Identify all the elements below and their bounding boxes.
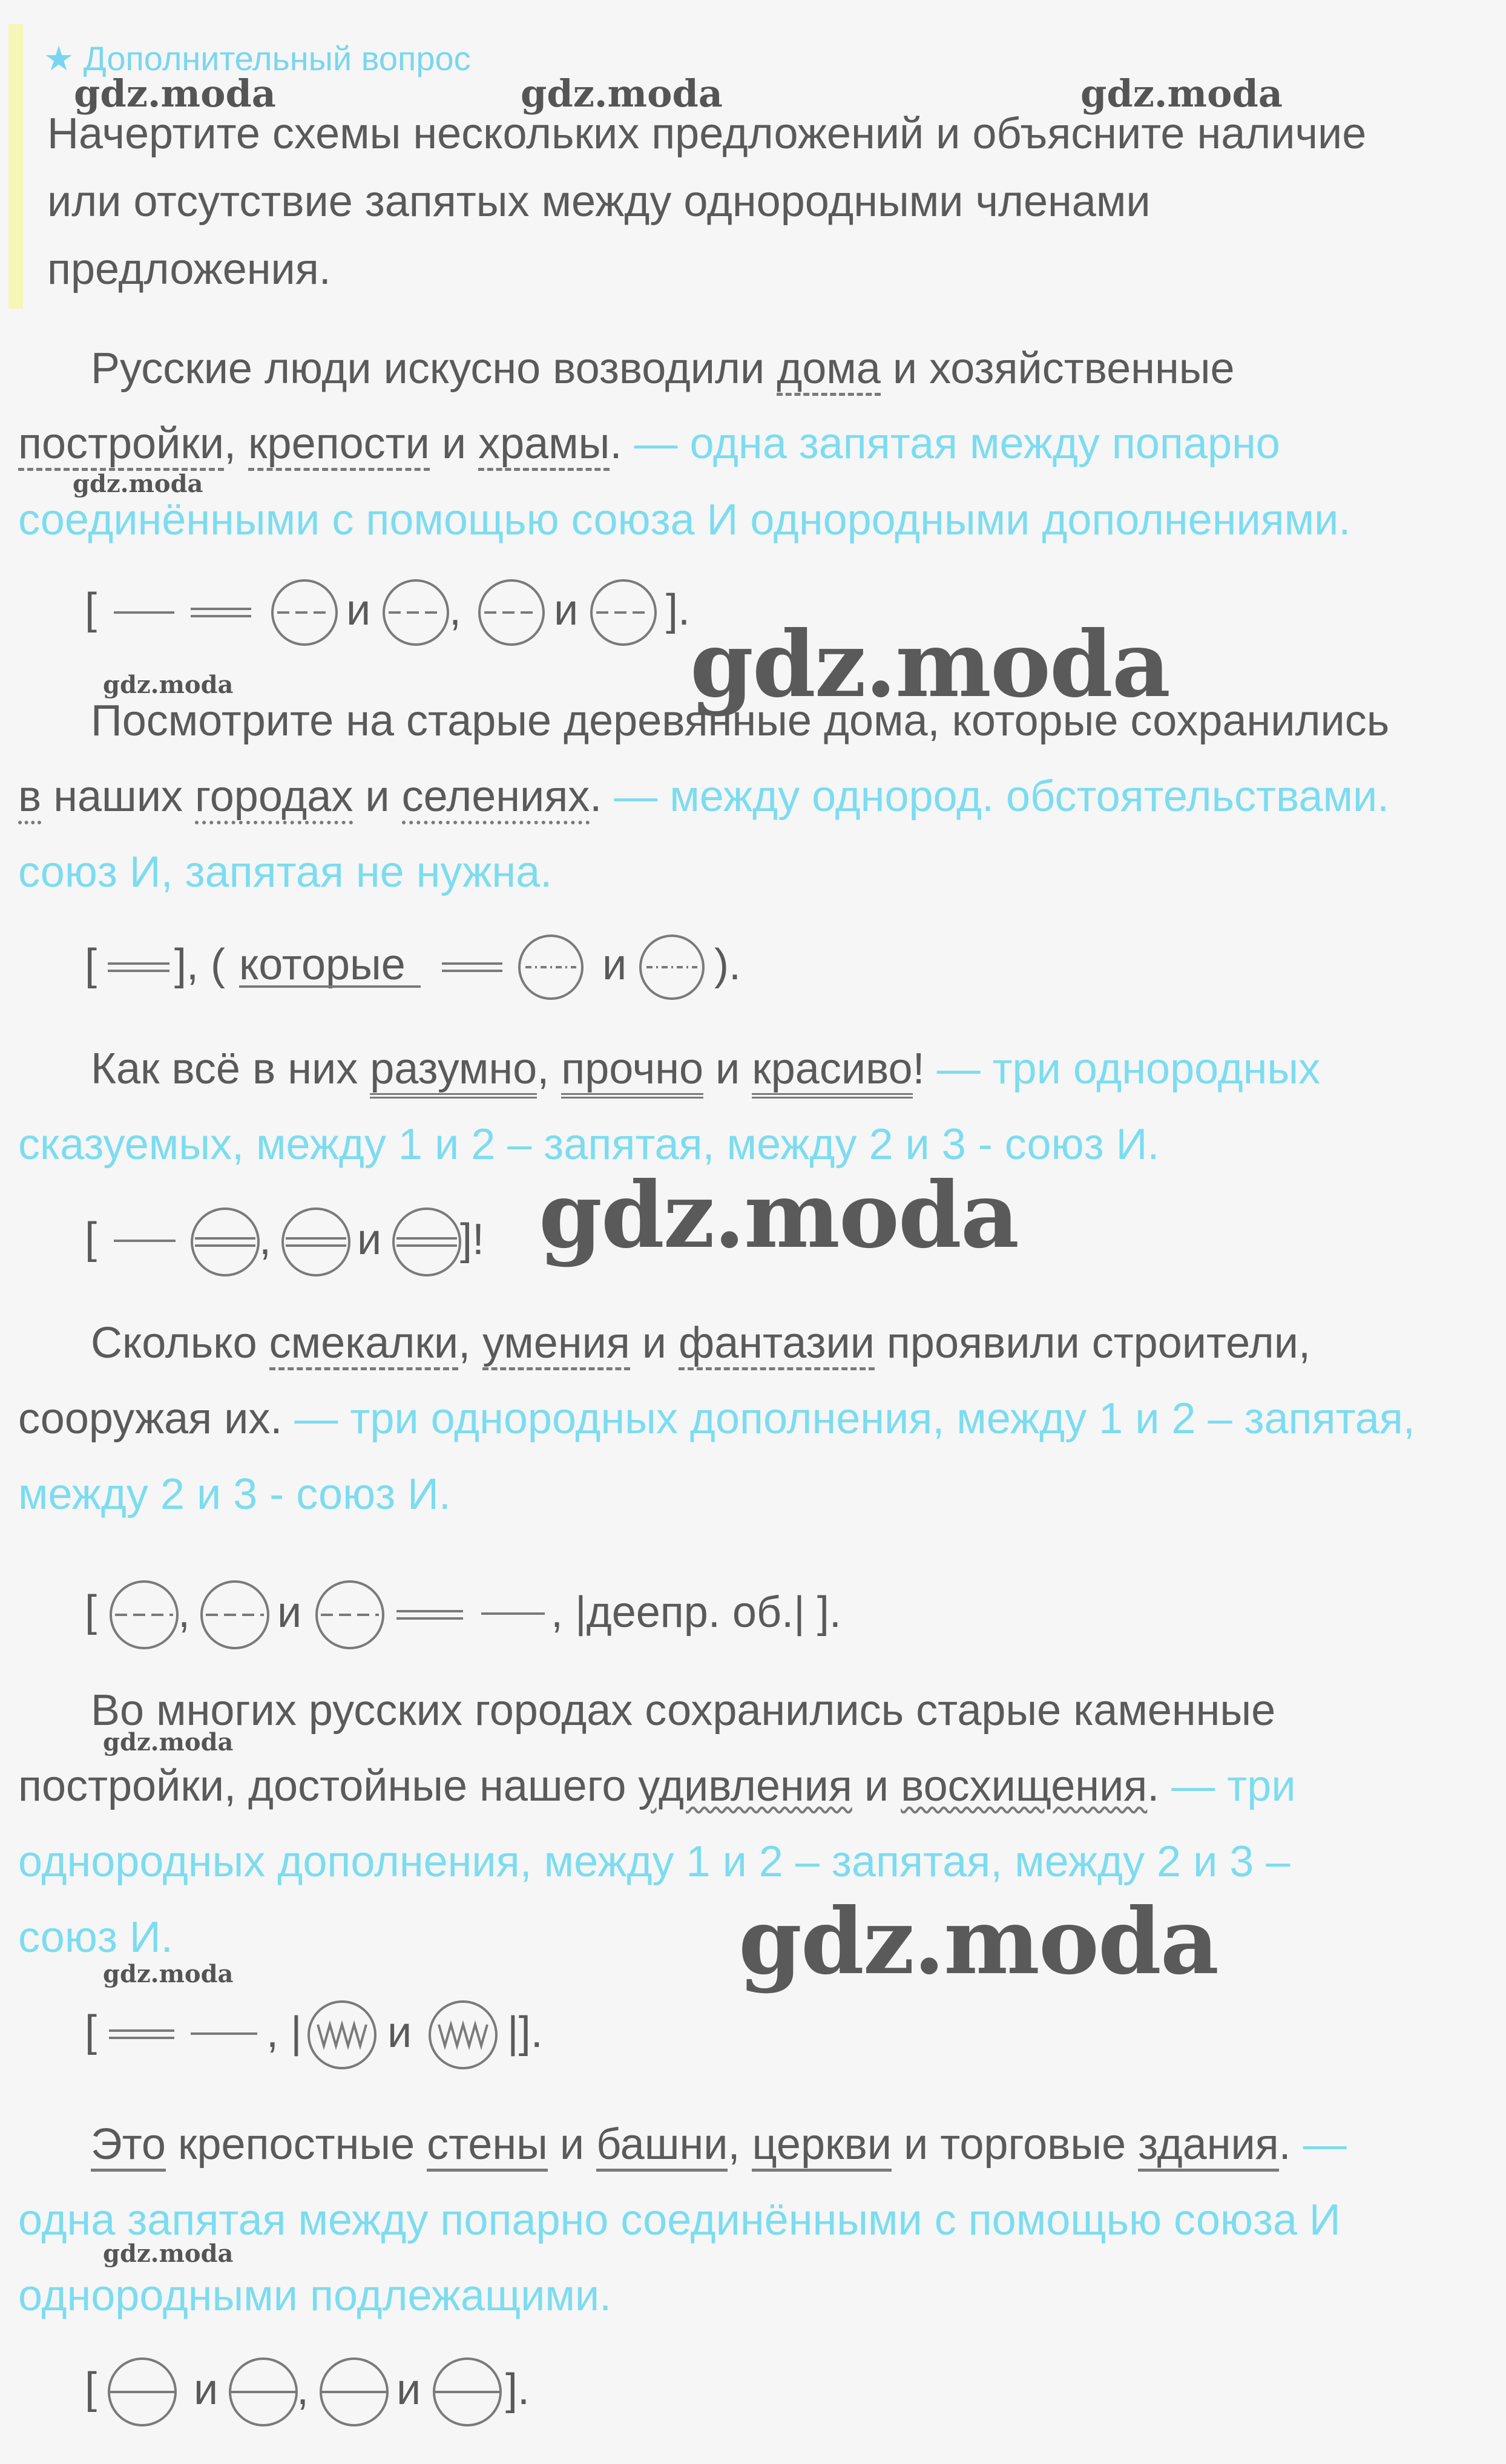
s5-punct: .: [1147, 1762, 1172, 1810]
s2-answer: — между однород. обстоятельствами.: [614, 772, 1390, 821]
s1-text: Русские люди искусно возводили: [91, 344, 777, 393]
s3-text: Как всё в них: [91, 1045, 370, 1093]
s6-line-1: [91, 2120, 1347, 2169]
s4-text: сооружая их.: [18, 1395, 295, 1443]
watermark: gdz.moda: [103, 1728, 234, 1756]
s1-object: храмы: [478, 419, 610, 471]
svg-text:].: ].: [666, 586, 691, 634]
s1-punct: .: [610, 419, 634, 468]
s3-scheme: [85, 1204, 496, 1271]
svg-text:[: [: [85, 1214, 97, 1263]
svg-text:и: и: [396, 2365, 421, 2414]
svg-text:,: ,: [297, 2365, 309, 2414]
s3-text: и: [703, 1045, 752, 1093]
s3-answer-2: сказуемых, между 1 и 2 – запятая, между 2 и 3 - союз И.: [18, 1120, 1160, 1169]
svg-text:]!: ]!: [460, 1215, 485, 1264]
s5-object: удивления: [638, 1762, 852, 1810]
s6-text: и: [547, 2120, 597, 2169]
s2-scheme-graphic: [85, 932, 775, 999]
s4-answer: — три однородных дополнения, между 1 и 2 – запятая,: [294, 1395, 1415, 1443]
s4-punct: ,: [458, 1319, 483, 1367]
s1-scheme-graphic: [85, 575, 714, 642]
s6-answer: —: [1303, 2120, 1347, 2169]
svg-text:].: ].: [505, 2365, 530, 2414]
s2-answer-2: союз И, запятая не нужна.: [18, 848, 553, 896]
s1-scheme: [85, 575, 714, 642]
svg-text:[: [: [85, 2007, 97, 2055]
s5-answer-2: однородных дополнения, между 1 и 2 – запятая, между 2 и 3 –: [18, 1838, 1291, 1886]
s3-punct: !: [912, 1045, 937, 1093]
svg-text:,: ,: [449, 586, 462, 634]
s3-scheme-graphic: [85, 1204, 496, 1271]
svg-text:и: и: [602, 941, 627, 989]
s1-object: постройки: [18, 419, 224, 471]
s4-text: Сколько: [91, 1319, 269, 1367]
s5-line-2: [18, 1761, 1296, 1811]
watermark: gdz.moda: [738, 1888, 1218, 1995]
svg-text:).: ).: [714, 941, 741, 989]
watermark: gdz.moda: [1080, 71, 1283, 116]
s6-scheme: [85, 2354, 557, 2421]
s5-line-1: Во многих русских городах сохранились старые каменные: [91, 1686, 1276, 1735]
svg-text:и: и: [346, 586, 371, 634]
s6-punct: ,: [728, 2120, 752, 2169]
s6-scheme-graphic: [85, 2354, 557, 2421]
svg-text:[: [: [85, 941, 97, 989]
svg-text:, |деепр. об.| ].: , |деепр. об.| ].: [551, 1588, 841, 1637]
s5-object: восхищения: [901, 1762, 1148, 1810]
svg-text:и: и: [357, 1215, 382, 1264]
svg-text:и: и: [387, 2008, 412, 2057]
s2-line-2: [18, 772, 1389, 821]
s2-preposition: в: [18, 772, 41, 824]
s6-subject: Это: [91, 2120, 166, 2172]
s3-line-1: [91, 1044, 1320, 1094]
svg-text:[: [: [85, 2364, 97, 2413]
svg-text:и: и: [554, 586, 579, 634]
s5-scheme-graphic: [85, 1997, 557, 2064]
s1-punct: ,: [224, 419, 249, 468]
s6-punct: .: [1278, 2120, 1303, 2169]
question-line-1: Начертите схемы нескольких предложений и объясните наличие: [47, 110, 1367, 158]
s4-object: фантазии: [679, 1319, 875, 1370]
svg-text:], (: ], (: [174, 941, 225, 989]
s1-object: крепости: [248, 419, 430, 471]
s2-text: и: [353, 772, 402, 821]
svg-text:, |: , |: [266, 2008, 302, 2057]
s6-answer-3: однородными подлежащими.: [18, 2272, 612, 2320]
s2-text: наших: [41, 772, 196, 821]
s2-punct: .: [590, 772, 614, 821]
s2-scheme-kotorye: которые: [239, 941, 406, 989]
extra-question-text: Дополнительный вопрос: [83, 39, 471, 77]
s3-predicate: красиво: [752, 1045, 912, 1099]
s1-answer: — одна запятая между попарно: [634, 419, 1280, 468]
watermark: gdz.moda: [103, 671, 234, 699]
question-line-3: предложения.: [47, 245, 331, 294]
s6-subject: стены: [427, 2120, 548, 2172]
svg-text:[: [: [85, 585, 97, 633]
s1-text: и: [429, 419, 479, 468]
svg-text:,: ,: [259, 1215, 272, 1264]
s1-text: и хозяйственные: [880, 344, 1235, 393]
s4-answer-2: между 2 и 3 - союз И.: [18, 1470, 451, 1519]
s6-answer-2: одна запятая между попарно соединёнными с помощью союза И: [18, 2196, 1341, 2244]
watermark: gdz.moda: [73, 470, 203, 498]
s4-line-1: [91, 1318, 1310, 1368]
s4-line-2: [18, 1394, 1415, 1444]
s2-adverbial: городах: [195, 772, 353, 824]
s2-scheme: [85, 932, 775, 999]
s6-text: крепостные: [165, 2120, 427, 2169]
s2-line-1: Посмотрите на старые деревянные дома, которые сохранились: [91, 697, 1390, 745]
svg-text:|].: |].: [507, 2008, 543, 2057]
s1-line-1: [91, 344, 1235, 393]
s1-answer-2: соединёнными с помощью союза И однородными дополнениями.: [18, 496, 1351, 544]
s1-line-2: [18, 419, 1280, 468]
watermark: gdz.moda: [521, 71, 723, 116]
star-icon: ★: [44, 39, 74, 77]
watermark: gdz.moda: [539, 1162, 1019, 1269]
watermark: gdz.moda: [690, 611, 1170, 718]
s5-text: и: [852, 1762, 901, 1810]
svg-text:[: [: [85, 1587, 97, 1635]
s5-text: постройки, достойные нашего: [18, 1762, 639, 1810]
s6-text: и торговые: [891, 2120, 1139, 2169]
highlight-bar: [8, 24, 23, 309]
svg-text:,: ,: [178, 1588, 191, 1637]
s5-scheme: [85, 1997, 557, 2064]
s4-text: и: [630, 1319, 679, 1367]
s6-subject: церкви: [752, 2120, 891, 2172]
s4-scheme-graphic: [85, 1577, 860, 1644]
watermark: gdz.moda: [103, 2239, 234, 2268]
svg-text:и: и: [194, 2365, 219, 2414]
watermark: gdz.moda: [103, 1960, 234, 1988]
s6-subject: башни: [596, 2120, 728, 2172]
s6-subject: здания: [1138, 2120, 1278, 2172]
s2-adverbial: селениях: [402, 772, 590, 824]
s4-scheme: [85, 1577, 860, 1644]
s5-answer-3: союз И.: [18, 1913, 173, 1962]
s4-object: умения: [482, 1319, 630, 1370]
s4-object: смекалки: [269, 1319, 458, 1370]
s4-text: проявили строители,: [874, 1319, 1311, 1367]
s3-predicate: прочно: [561, 1045, 703, 1099]
s5-answer: — три: [1171, 1762, 1296, 1810]
svg-text:и: и: [277, 1588, 302, 1637]
question-line-2: или отсутствие запятых между однородными членами: [47, 177, 1151, 226]
watermark: gdz.moda: [74, 71, 276, 116]
s3-answer: — три однородных: [936, 1045, 1321, 1093]
s1-object: дома: [777, 344, 881, 396]
s3-predicate: разумно: [370, 1045, 537, 1099]
s3-punct: ,: [537, 1045, 562, 1093]
